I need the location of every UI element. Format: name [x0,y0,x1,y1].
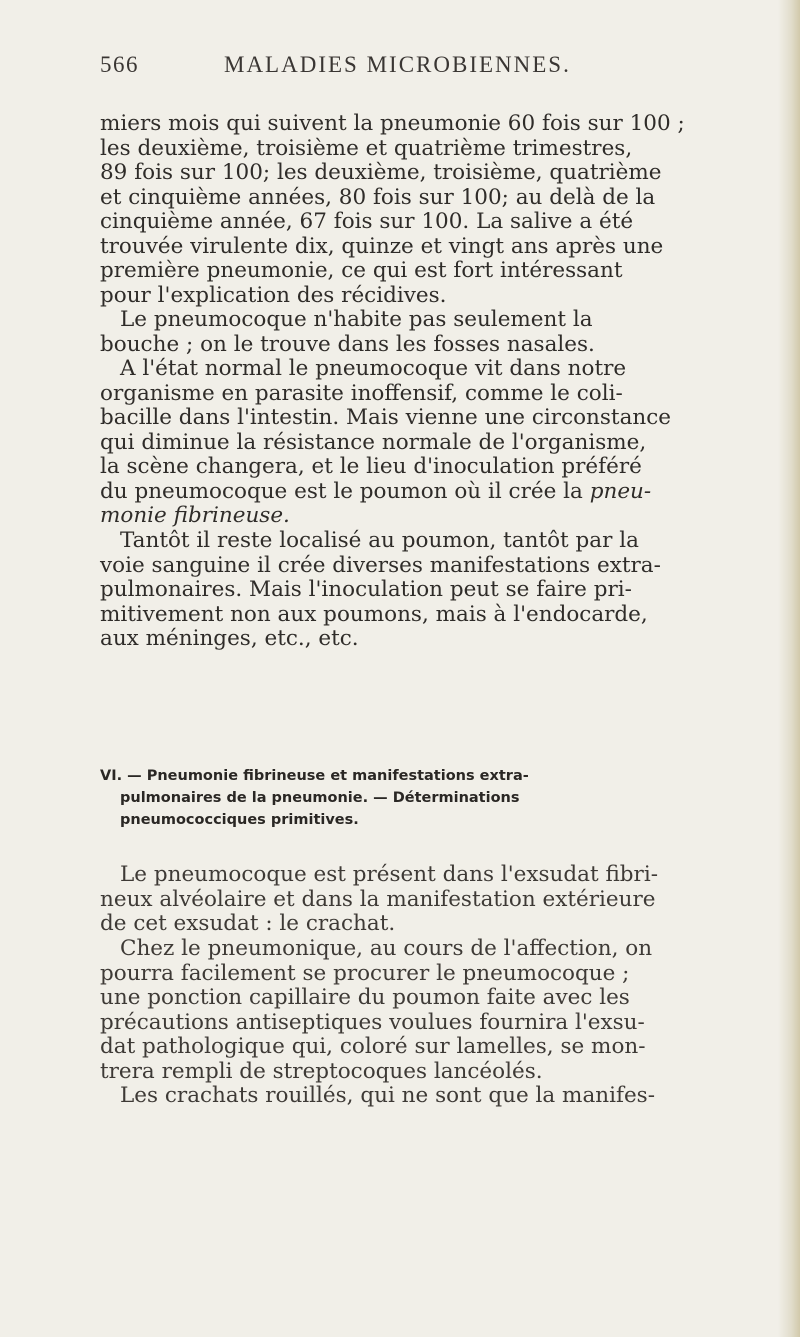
text-line: qui diminue la résistance normale de l'organisme, [100,429,647,455]
text-line: précautions antiseptiques voulues fournira l'exsu- [100,1009,645,1035]
paragraph-1 [100,112,722,308]
section-heading [100,765,722,831]
section-heading-line: VI. — Pneumonie fibrineuse et manifestations extra- [100,768,529,784]
section-heading-line: pneumococciques primitives. [120,812,359,828]
paragraph-6 [100,937,722,1084]
text-line: organisme en parasite inoffensif, comme le coli- [100,380,623,406]
text-line: pourra facilement se procurer le pneumocoque ; [100,960,630,986]
text-line: pulmonaires. Mais l'inoculation peut se faire pri- [100,577,632,602]
text-line: Le pneumocoque n'habite pas seulement la [120,307,593,332]
text-line: cinquième année, 67 fois sur 100. La salive a été [100,209,634,234]
italic-term: pneu- [589,478,652,504]
text-line: Tantôt il reste localisé au poumon, tantôt par la [120,528,639,553]
text-line: bouche ; on le trouve dans les fosses nasales. [100,331,595,357]
italic-term-line: monie fibrineuse. [100,503,290,528]
text-line: neux alvéolaire et dans la manifestation extérieure [100,886,656,912]
text-line: la scène changera, et le lieu d'inoculation préféré [100,454,642,479]
text-line: première pneumonie, ce qui est fort intéressant [100,258,623,283]
text-line: mitivement non aux poumons, mais à l'endocarde, [100,601,648,627]
page-number: 566 [100,52,139,77]
text-fragment: du pneumocoque est le poumon où il crée la [100,478,583,504]
text-line: de cet exsudat : le crachat. [100,911,396,936]
text-line: Les crachats rouillés, qui ne sont que la manifes- [120,1083,655,1108]
page-edge-shadow [778,0,800,1337]
text-line: aux méninges, etc., etc. [100,626,359,651]
text-line: trouvée virulente dix, quinze et vingt ans après une [100,233,664,259]
text-line: et cinquième années, 80 fois sur 100; au delà de la [100,184,656,210]
paragraph-2 [100,308,722,357]
text-line: les deuxième, troisième et quatrième trimestres, [100,135,633,161]
text-line: 89 fois sur 100; les deuxième, troisième, quatrième [100,160,662,185]
text-line: trera rempli de streptocoques lancéolés. [100,1058,543,1084]
text-line: pour l'explication des récidives. [100,282,447,308]
paragraph-5 [100,863,722,937]
text-line: Le pneumocoque est présent dans l'exsudat fibri- [120,862,658,887]
page-header [100,52,720,84]
running-title: MALADIES MICROBIENNES. [224,52,571,77]
paragraph-4 [100,529,722,652]
text-line: dat pathologique qui, coloré sur lamelles, se mon- [100,1034,646,1059]
paragraph-3 [100,357,722,529]
text-line: miers mois qui suivent la pneumonie 60 fois sur 100 ; [100,111,685,136]
text-line: voie sanguine il crée diverses manifestations extra- [100,552,661,578]
text-line: bacille dans l'intestin. Mais vienne une circonstance [100,405,671,430]
text-line: Chez le pneumonique, au cours de l'affection, on [120,936,653,961]
paragraph-7 [100,1084,722,1109]
text-line [100,480,722,505]
text-line: A l'état normal le pneumocoque vit dans notre [120,356,627,381]
section-heading-line: pulmonaires de la pneumonie. — Déterminations [120,790,520,806]
text-line: une ponction capillaire du poumon faite avec les [100,985,630,1010]
